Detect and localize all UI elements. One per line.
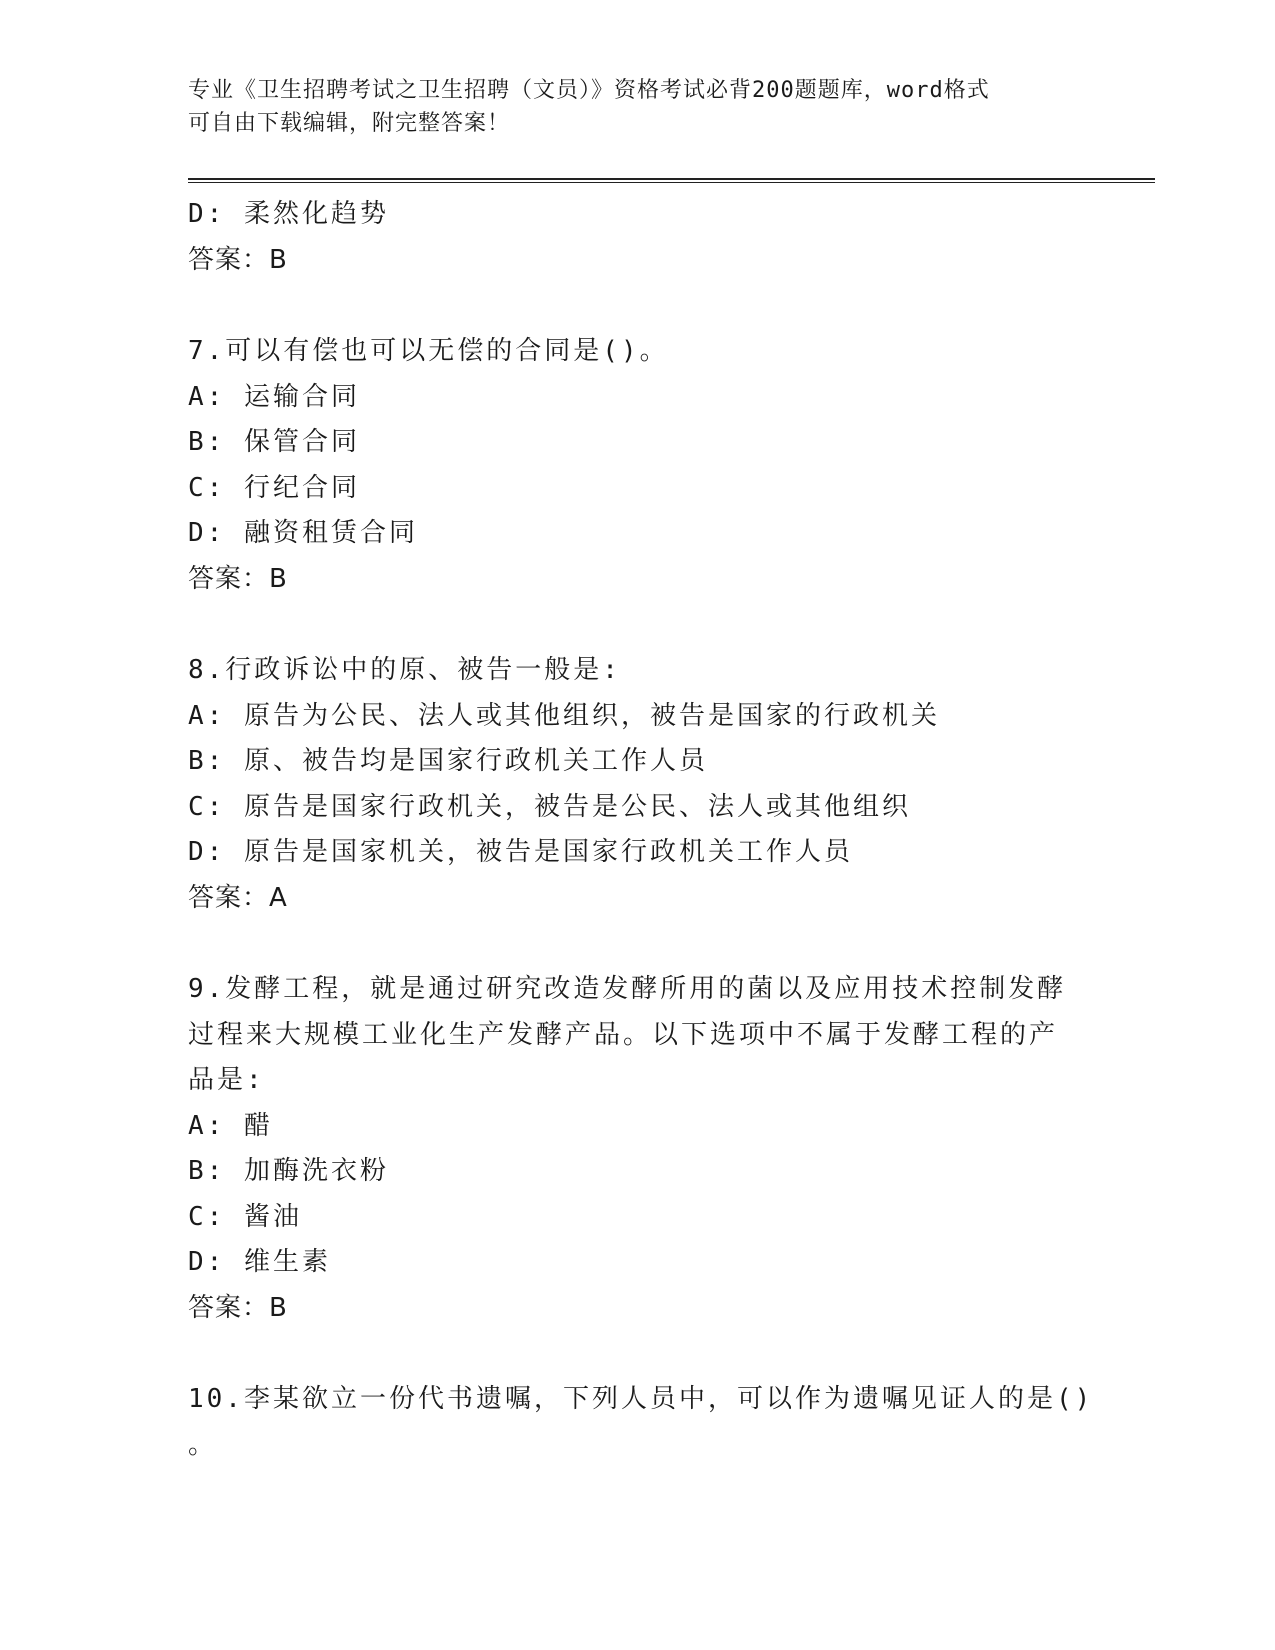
option-d: D: 原告是国家机关，被告是国家行政机关工作人员 [188,837,853,867]
option-a: A: 运输合同 [188,381,360,412]
option-c: C: 酱油 [188,1201,302,1232]
option-d: D: 维生素 [188,1247,331,1277]
question-stem-9-line-3: 品是: [188,1065,265,1095]
option-b: B: 保管合同 [188,427,360,457]
answer: 答案：B [188,244,288,275]
option-a: A: 醋 [188,1110,273,1141]
question-stem-10-line-1: 10.李某欲立一份代书遗嘱，下列人员中，可以作为遗嘱见证人的是() [188,1384,1094,1414]
question-stem-8: 8.行政诉讼中的原、被告一般是: [188,655,621,685]
option-a: A: 原告为公民、法人或其他组织，被告是国家的行政机关 [188,700,940,731]
option-c: C: 行纪合同 [188,472,360,503]
question-stem-10-line-2: 。 [188,1429,218,1460]
option-d: D: 融资租赁合同 [188,518,418,548]
question-stem-9-line-2: 过程来大规模工业化生产发酵产品。以下选项中不属于发酵工程的产 [188,1019,1059,1050]
header-divider [188,178,1155,183]
question-list [188,192,1094,1468]
document-header [188,74,1068,140]
option-c: C: 原告是国家行政机关，被告是公民、法人或其他组织 [188,791,911,822]
question-stem-7: 7.可以有偿也可以无偿的合同是()。 [188,336,669,366]
header-line-1: 专业《卫生招聘考试之卫生招聘（文员）》资格考试必背200题题库，word格式 [188,78,990,103]
answer: 答案：A [188,882,288,913]
answer: 答案：B [188,563,288,594]
header-line-2: 可自由下载编辑，附完整答案！ [188,111,511,136]
question-stem-9-line-1: 9.发酵工程，就是通过研究改造发酵所用的菌以及应用技术控制发酵 [188,974,1067,1004]
option-b: B: 加酶洗衣粉 [188,1156,389,1186]
option-b: B: 原、被告均是国家行政机关工作人员 [188,746,708,776]
option-d: D: 柔然化趋势 [188,199,389,229]
answer: 答案：B [188,1292,288,1323]
